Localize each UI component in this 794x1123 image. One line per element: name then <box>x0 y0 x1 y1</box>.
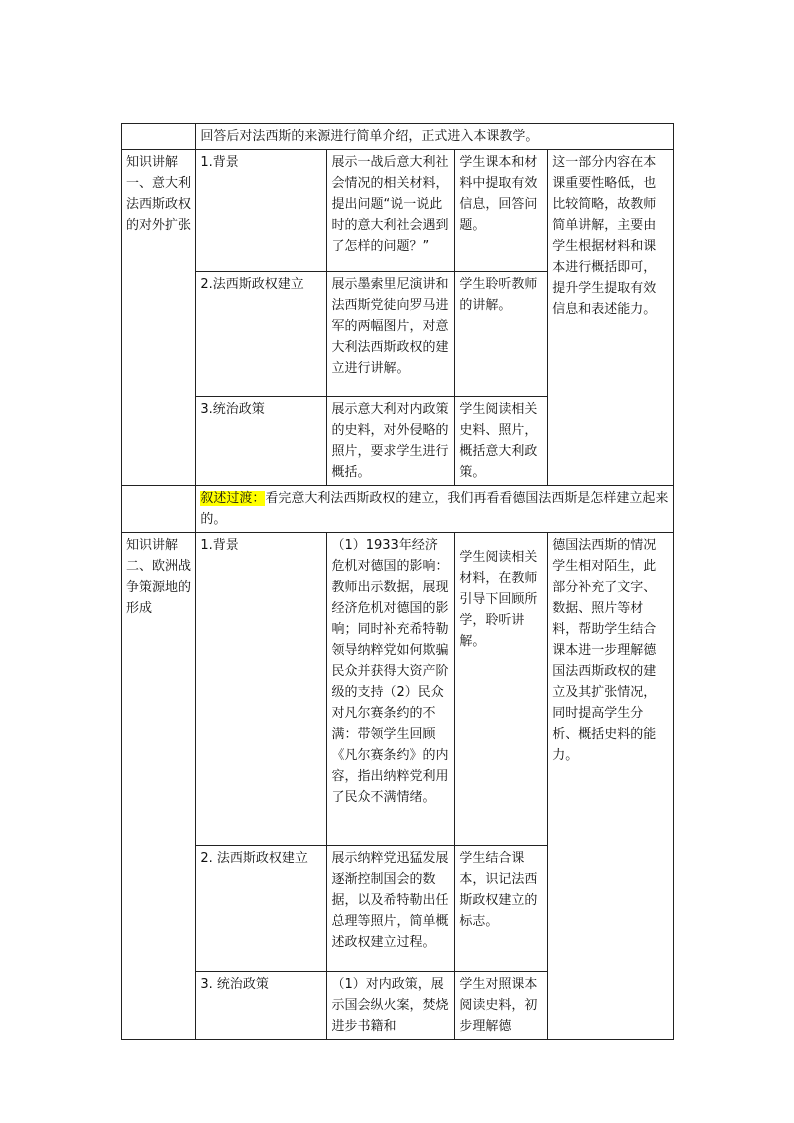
section2-teacher-1: （1）1933年经济危机对德国的影响：教师出示数据，展现经济危机对德国的影响；同时补充希特勒领导纳粹党如何欺骗民众并获得大资产阶级的支持（2）民众对凡尔赛条约的不满：带领学生回顾《凡尔赛条约》的内容，指出纳粹党利用了民众不满情绪。 <box>327 533 455 846</box>
transition-row <box>122 486 674 533</box>
section2-note: 德国法西斯的情况学生相对陌生，此部分补充了文字、数据、照片等材料，帮助学生结合课本进一步理解德国法西斯政权的建立及其扩张情况，同时提高学生分析、概括史料的能力。 <box>548 533 674 1040</box>
section1-title: 知识讲解一、意大利法西斯政权的对外扩张 <box>122 150 196 486</box>
section1-teacher-3: 展示意大利对内政策的史料，对外侵略的照片，要求学生进行概括。 <box>327 397 455 486</box>
section2-student-1: 学生阅读相关材料，在教师引导下回顾所学，聆听讲解。 <box>455 533 548 846</box>
section1-student-1: 学生课本和材料中提取有效信息，回答问题。 <box>455 150 548 272</box>
lesson-plan-table <box>121 123 674 1040</box>
transition-label: 叙述过渡： <box>200 491 266 506</box>
section1-teacher-2: 展示墨索里尼演讲和法西斯党徒向罗马进军的两幅图片，对意大利法西斯政权的建立进行讲解。 <box>327 272 455 397</box>
section2-student-3: 学生对照课本阅读史料，初步理解德 <box>455 972 548 1040</box>
section2-topic-3: 3. 统治政策 <box>196 972 327 1040</box>
section1-student-3: 学生阅读相关史料、照片，概括意大利政策。 <box>455 397 548 486</box>
section2-teacher-2: 展示纳粹党迅猛发展逐渐控制国会的数据，以及希特勒出任总理等照片，简单概述政权建立过程。 <box>327 846 455 972</box>
transition-body: 看完意大利法西斯政权的建立，我们再看看德国法西斯是怎样建立起来的。 <box>200 491 669 527</box>
intro-row <box>122 124 674 150</box>
transition-empty-cell <box>122 486 196 533</box>
table-row <box>122 533 674 846</box>
section2-teacher-3: （1）对内政策，展示国会纵火案，焚烧进步书籍和 <box>327 972 455 1040</box>
table-row <box>122 150 674 272</box>
section2-title: 知识讲解二、欧洲战争策源地的形成 <box>122 533 196 1040</box>
section1-topic-1: 1.背景 <box>196 150 327 272</box>
intro-empty-cell <box>122 124 196 150</box>
section1-topic-3: 3.统治政策 <box>196 397 327 486</box>
section1-topic-2: 2.法西斯政权建立 <box>196 272 327 397</box>
section1-teacher-1: 展示一战后意大利社会情况的相关材料，提出问题“说一说此时的意大利社会遇到了怎样的问题？” <box>327 150 455 272</box>
section2-topic-2: 2. 法西斯政权建立 <box>196 846 327 972</box>
section2-student-2: 学生结合课本，识记法西斯政权建立的标志。 <box>455 846 548 972</box>
section1-student-2: 学生聆听教师的讲解。 <box>455 272 548 397</box>
intro-text: 回答后对法西斯的来源进行简单介绍，正式进入本课教学。 <box>196 124 674 150</box>
section2-topic-1: 1.背景 <box>196 533 327 846</box>
section1-note: 这一部分内容在本课重要性略低，也比较简略，故教师简单讲解，主要由学生根据材料和课本进行概括即可，提升学生提取有效信息和表述能力。 <box>548 150 674 486</box>
transition-text <box>196 486 674 533</box>
